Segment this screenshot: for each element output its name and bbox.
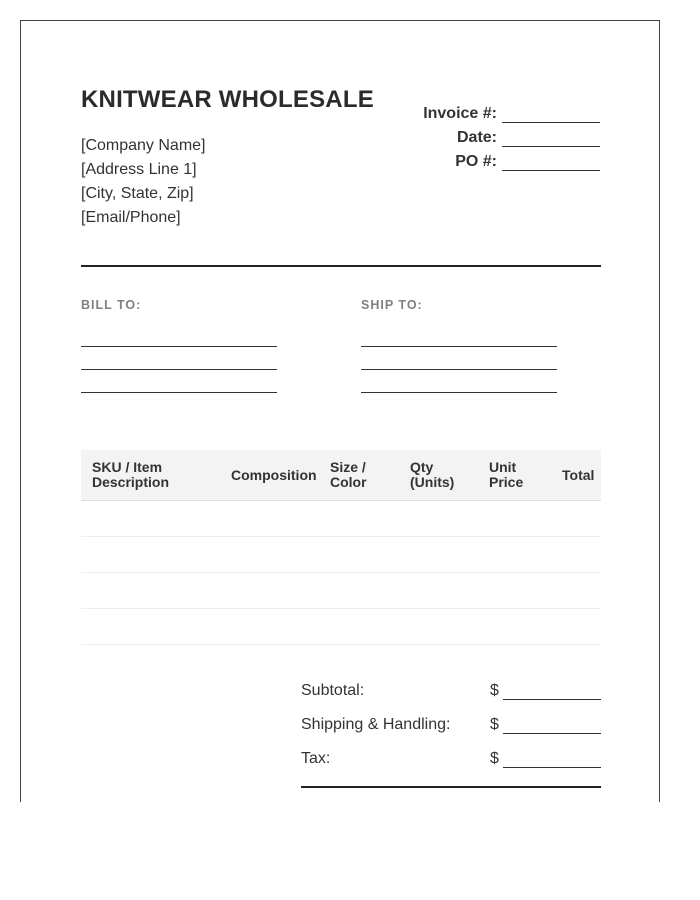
currency-symbol: $ — [490, 750, 499, 767]
invoice-meta — [423, 99, 600, 171]
company-address — [81, 134, 206, 230]
totals-section — [301, 679, 601, 781]
company-title: KNITWEAR WHOLESALE — [81, 86, 374, 113]
address-line-placeholder: [Address Line 1] — [81, 161, 197, 178]
column-header-composition: Composition — [231, 466, 317, 483]
totals-divider — [301, 786, 601, 788]
shipping-field[interactable] — [503, 716, 601, 734]
table-row[interactable] — [81, 537, 601, 573]
column-header-size-color: Size / Color — [330, 459, 367, 490]
invoice-number-label: Invoice #: — [423, 105, 497, 122]
subtotal-field[interactable] — [503, 682, 601, 700]
line-items-table — [81, 450, 601, 645]
date-label: Date: — [456, 129, 497, 146]
table-row[interactable] — [81, 573, 601, 609]
date-field[interactable] — [502, 129, 600, 147]
bill-to-section — [81, 298, 281, 393]
ship-to-label: SHIP TO: — [361, 298, 423, 312]
invoice-number-field[interactable] — [502, 105, 600, 123]
date-row — [423, 123, 600, 147]
tax-label: Tax: — [301, 750, 331, 767]
header-divider — [81, 265, 601, 267]
email-phone-placeholder: [Email/Phone] — [81, 209, 181, 226]
table-header — [81, 450, 601, 501]
ship-to-line[interactable] — [361, 346, 557, 347]
table-row[interactable] — [81, 501, 601, 537]
table-row[interactable] — [81, 609, 601, 645]
po-number-field[interactable] — [502, 153, 600, 171]
bill-to-line[interactable] — [81, 392, 277, 393]
currency-symbol: $ — [490, 716, 499, 733]
company-name-placeholder: [Company Name] — [81, 137, 206, 154]
ship-to-section — [361, 298, 561, 393]
invoice-number-row — [423, 99, 600, 123]
bill-to-line[interactable] — [81, 369, 277, 370]
column-header-total: Total — [562, 466, 595, 483]
currency-symbol: $ — [490, 682, 499, 699]
column-header-sku-description: SKU / Item Description — [92, 459, 170, 490]
tax-row — [301, 747, 601, 781]
ship-to-line[interactable] — [361, 392, 557, 393]
column-header-qty: Qty (Units) — [410, 459, 455, 490]
shipping-row — [301, 713, 601, 747]
po-number-row — [423, 147, 600, 171]
po-number-label: PO #: — [455, 153, 497, 170]
ship-to-line[interactable] — [361, 369, 557, 370]
subtotal-row — [301, 679, 601, 713]
city-state-zip-placeholder: [City, State, Zip] — [81, 185, 194, 202]
column-header-unit-price: Unit Price — [489, 459, 524, 490]
tax-field[interactable] — [503, 750, 601, 768]
bill-to-label: BILL TO: — [81, 298, 142, 312]
bill-to-line[interactable] — [81, 346, 277, 347]
subtotal-label: Subtotal: — [301, 682, 365, 699]
shipping-label: Shipping & Handling: — [301, 716, 451, 733]
invoice-page — [20, 20, 660, 802]
